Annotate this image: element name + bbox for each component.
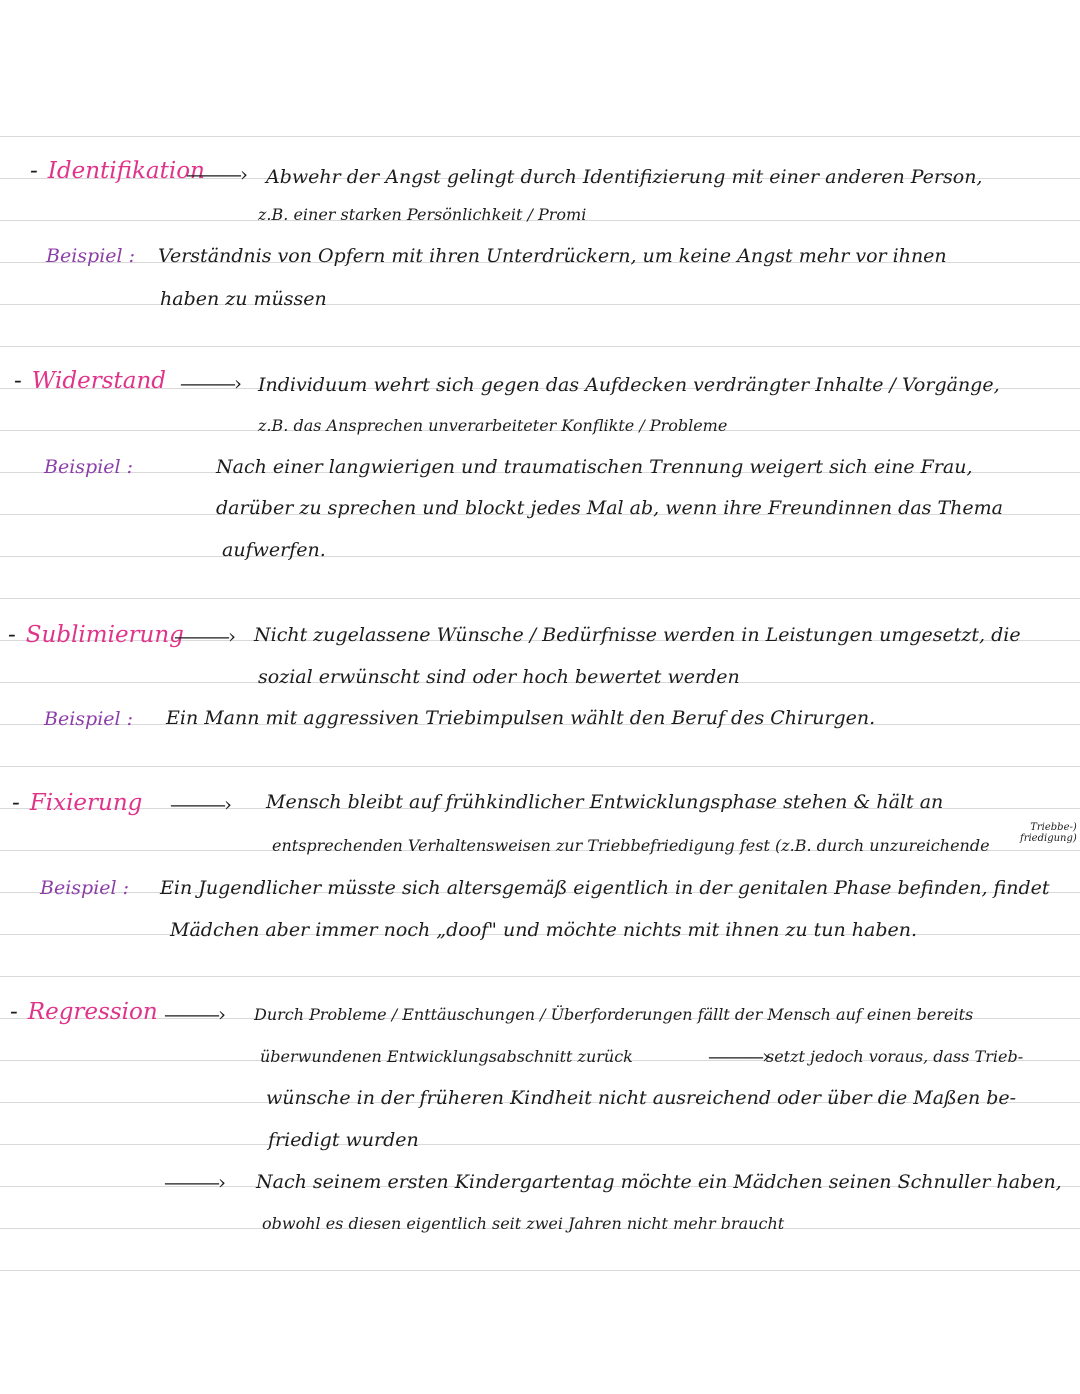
beispiel-label-identifikation: Beispiel : [46,245,136,267]
sublimierung-def-line-2: sozial erwünscht sind oder hoch bewertet werden [258,666,740,688]
beispiel-label-fixierung: Beispiel : [40,877,130,899]
term-sublimierung [8,621,184,649]
fixierung-def-line-2: entsprechenden Verhaltensweisen zur Triebbefriedigung fest (z.B. durch unzureichende [272,836,990,855]
fixierung-def-line-1: Mensch bleibt auf frühkindlicher Entwicklungsphase stehen & hält an [266,791,944,813]
arrow-icon: ———› [180,371,240,395]
sublimierung-def-line-1: Nicht zugelassene Wünsche / Bedürfnisse werden in Leistungen umgesetzt, die [254,624,1021,646]
term-identifikation-label: Identifikation [47,158,205,184]
bullet-dash: - [14,368,22,394]
regression-def-line-3: wünsche in der früheren Kindheit nicht ausreichend oder über die Maßen be- [266,1087,1017,1109]
term-sublimierung-label: Sublimierung [25,622,184,648]
widerstand-def-line-1: Individuum wehrt sich gegen das Aufdecken verdrängter Inhalte / Vorgänge, [258,374,1000,396]
term-regression [10,998,158,1026]
bullet-dash: - [10,999,18,1025]
fixierung-example-line-2: Mädchen aber immer noch „doof" und möchte nichts mit ihnen zu tun haben. [170,919,918,941]
arrow-icon: ———› [164,1170,224,1194]
regression-def-line-1: Durch Probleme / Enttäuschungen / Überforderungen fällt der Mensch auf einen bereits [254,1005,974,1024]
margin-note-line-1: Triebbe-) [1030,822,1077,833]
term-widerstand [14,367,166,395]
identifikation-example-line-1: Verständnis von Opfern mit ihren Unterdrückern, um keine Angst mehr vor ihnen [158,245,947,267]
widerstand-example-line-1: Nach einer langwierigen und traumatischen Trennung weigert sich eine Frau, [216,456,973,478]
term-regression-label: Regression [27,999,158,1025]
sublimierung-example-line-1: Ein Mann mit aggressiven Triebimpulsen wählt den Beruf des Chirurgen. [166,707,876,729]
term-fixierung [12,789,142,817]
arrow-icon: ———› [164,1002,224,1026]
widerstand-example-line-3: aufwerfen. [222,539,326,561]
identifikation-example-line-2: haben zu müssen [160,288,327,310]
regression-def-line-2: überwundenen Entwicklungsabschnitt zurück [260,1047,633,1066]
identifikation-def-line-1: Abwehr der Angst gelingt durch Identifizierung mit einer anderen Person, [266,166,983,188]
regression-example-line-2: obwohl es diesen eigentlich seit zwei Jahren nicht mehr braucht [262,1214,785,1233]
arrow-icon: ———› [708,1044,768,1068]
arrow-icon: ———› [170,792,230,816]
term-widerstand-label: Widerstand [31,368,166,394]
bullet-dash: - [12,790,20,816]
arrow-icon: ———› [174,624,234,648]
beispiel-label-widerstand: Beispiel : [44,456,134,478]
widerstand-def-line-2: z.B. das Ansprechen unverarbeiteter Konflikte / Probleme [258,416,728,435]
bullet-dash: - [30,158,38,184]
regression-def-line-2b: setzt jedoch voraus, dass Trieb- [766,1047,1024,1066]
fixierung-example-line-1: Ein Jugendlicher müsste sich altersgemäß eigentlich in der genitalen Phase befinden, findet [160,877,1050,899]
term-fixierung-label: Fixierung [29,790,143,816]
beispiel-label-sublimierung: Beispiel : [44,708,134,730]
bullet-dash: - [8,622,16,648]
widerstand-example-line-2: darüber zu sprechen und blockt jedes Mal ab, wenn ihre Freundinnen das Thema [216,497,1003,519]
regression-example-line-1: Nach seinem ersten Kindergartentag möchte ein Mädchen seinen Schnuller haben, [256,1171,1062,1193]
identifikation-def-line-2: z.B. einer starken Persönlichkeit / Promi [258,205,587,224]
regression-def-line-4: friedigt wurden [268,1129,419,1151]
arrow-icon: ———› [186,162,246,186]
term-identifikation [30,157,205,185]
margin-note-line-2: friedigung) [1020,833,1077,844]
fixierung-margin-note [1020,822,1077,844]
